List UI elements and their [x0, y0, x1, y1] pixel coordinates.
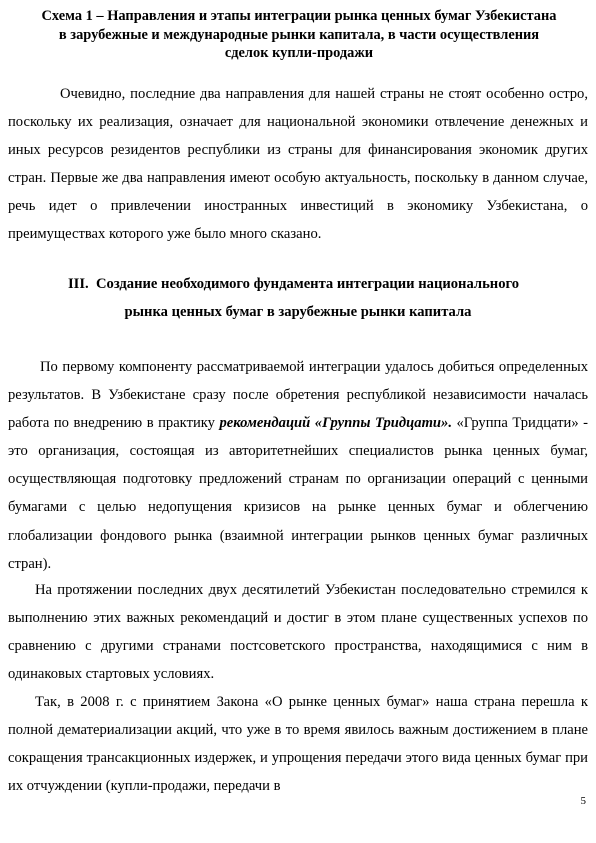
figure-caption	[10, 7, 588, 63]
section-number: III.	[68, 276, 89, 292]
figure-caption-line-3: сделок купли-продажи	[224, 45, 374, 62]
section-title-line-1: Создание необходимого фундамента интеграции национального	[95, 276, 520, 292]
paragraph-4: Так, в 2008 г. с принятием Закона «О рынке ценных бумаг» наша страна перешла к полной дематериализации акций, что уже в то время явилось важным достижением в плане сокращения трансакционных издержек, и упрощения передачи этого вида ценных бумаг при их отчуждении (купли-продажи, передачи в	[8, 694, 588, 795]
figure-caption-line-1: Схема 1 – Направления и этапы интеграции рынка ценных бумаг Узбекистана	[41, 8, 557, 24]
section-heading-line-1	[8, 270, 588, 299]
page-number: 5	[580, 795, 586, 807]
paragraph-2-text-end: «Группа Тридцати» - это организация, состоящая из авторитетнейших специалистов рынка ценных бумаг, осуществляющая подготовку предложений странам по организации операций с ценными бумагами с целью недопущения кризисов на рынке ценных бумаг и облегчению глобализации фондового рынка (взаимной интеграции рынков ценных бумаг различных стран).	[8, 415, 588, 572]
section-title-line-2: рынка ценных бумаг в зарубежные рынки капитала	[124, 304, 472, 320]
paragraph-2-emphasis: рекомендаций «Группы Тридцати».	[219, 415, 452, 432]
paragraph-3: На протяжении последних двух десятилетий Узбекистан последовательно стремился к выполнению этих важных рекомендаций и достиг в этом плане существенных успехов по сравнению с другими странами постсоветского пространства, находящимися с ним в одинаковых стартовых условиях.	[8, 582, 588, 683]
paragraph-2	[8, 353, 588, 578]
paragraph-2-text-start: По первому компоненту рассматриваемой интеграции удалось добиться определенных результатов. В Узбекистане сразу после обретения республикой независимости началась работа по внедрению в практику	[8, 359, 588, 432]
figure-caption-line-2: в зарубежные и международные рынки капитала, в части осуществления	[58, 26, 540, 43]
section-heading-line-2	[8, 298, 588, 327]
paragraph-1: Очевидно, последние два направления для нашей страны не стоят особенно остро, поскольку их реализация, означает для национальной экономики отвлечение денежных и иных ресурсов резидентов республики из страны для финансирования экономик других стран. Первые же два направления имеют особую актуальность, поскольку в данном случае, речь идет о привлечении иностранных инвестиций в экономику Узбекистана, о преимуществах которого уже было много сказано.	[8, 86, 588, 243]
